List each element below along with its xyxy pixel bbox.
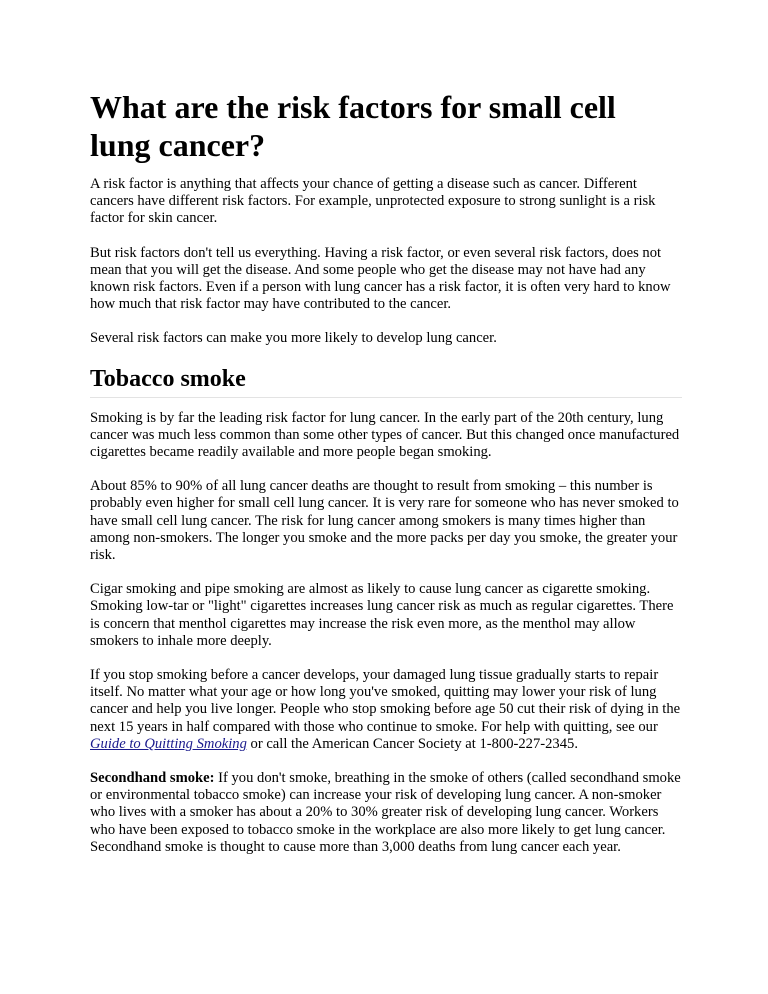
section-paragraph-1: Smoking is by far the leading risk factor for lung cancer. In the early part of the 20th century, lung cancer was much less common than some other types of cancer. But this changed once manufactured cigarettes became readily available and more people began smoking. [90, 409, 680, 461]
secondhand-label: Secondhand smoke: [90, 770, 215, 787]
page-title: What are the risk factors for small cell lung cancer? [90, 89, 616, 163]
quitting-guide-link[interactable]: Guide to Quitting Smoking [90, 735, 247, 752]
intro-paragraph-2: But risk factors don't tell us everything. Having a risk factor, or even several risk factors, does not mean that you will get the disease. And some people who get the disease may not have had any known risk factors. Even if a person with lung cancer has a risk factor, it is often very hard to know how much that risk factor may have contributed to the cancer. [90, 244, 671, 313]
quit-text-before: If you stop smoking before a cancer develops, your damaged lung tissue gradually starts to repair itself. No matter what your age or how long you've smoked, quitting may lower your risk of lung cancer and help you live longer. People who stop smoking before age 50 cut their risk of dying in the next 15 years in half compared with those who continue to smoke. For help with quitting, see our [90, 667, 681, 735]
secondhand-paragraph [90, 770, 682, 856]
section-heading: Tobacco smoke [90, 365, 246, 392]
intro-paragraph-1: A risk factor is anything that affects your chance of getting a disease such as cancer. Different cancers have different risk factors. For example, unprotected exposure to strong sunlight is a risk factor for skin cancer. [90, 176, 656, 227]
intro-paragraph-3: Several risk factors can make you more likely to develop lung cancer. [90, 330, 497, 347]
document-page [90, 88, 682, 873]
section-paragraph-3: Cigar smoking and pipe smoking are almost as likely to cause lung cancer as cigarette smoking. Smoking low-tar or "light" cigarettes increases lung cancer risk as much as regular cigarettes. There is concern that menthol cigarettes may increase the risk even more, as the menthol may allow smokers to inhale more deeply. [90, 581, 674, 649]
secondhand-text: If you don't smoke, breathing in the smoke of others (called secondhand smoke or environmental tobacco smoke) can increase your risk of developing lung cancer. A non-smoker who lives with a smoker has about a 20% to 30% greater risk of developing lung cancer. Workers who have been exposed to tobacco smoke in the workplace are also more likely to get lung cancer. Secondhand smoke is thought to cause more than 3,000 deaths from lung cancer each year. [90, 770, 681, 855]
section-divider [90, 397, 682, 398]
quit-text-after: or call the American Cancer Society at 1-800-227-2345. [246, 735, 578, 752]
quit-paragraph [90, 667, 682, 753]
section-paragraph-2: About 85% to 90% of all lung cancer deaths are thought to result from smoking – this number is probably even higher for small cell lung cancer. It is very rare for someone who has never smoked to have small cell lung cancer. The risk for lung cancer among smokers is many times higher than among non-smokers. The longer you smoke and the more packs per day you smoke, the greater your risk. [90, 478, 679, 564]
